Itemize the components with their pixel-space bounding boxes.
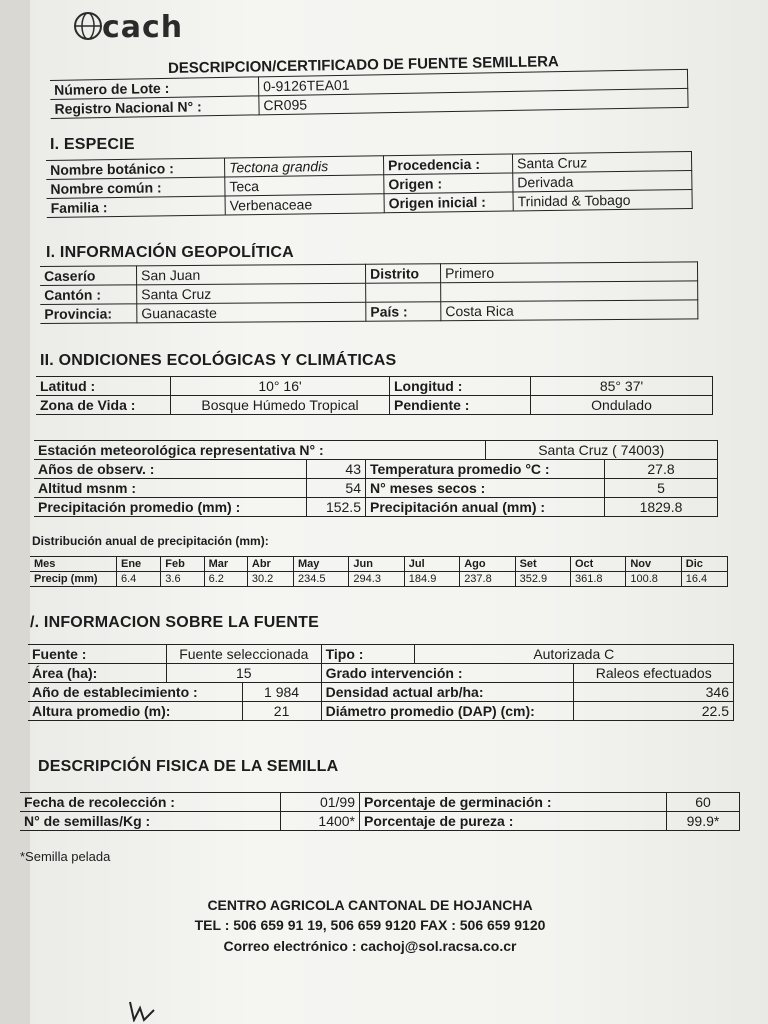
month-cell: May — [294, 557, 349, 572]
comun-label: Nombre común : — [46, 177, 225, 198]
precip-cell: 237.8 — [460, 572, 515, 587]
provincia-label: Provincia: — [40, 304, 137, 324]
temp-label: Temperatura promedio °C : — [366, 460, 605, 479]
footer-tel: TEL : 506 659 91 19, 506 659 9120 FAX : 506 659 9120 — [194, 917, 546, 933]
especie-table — [46, 151, 693, 218]
precip-row — [30, 572, 728, 587]
fecha-value: 01/99 — [281, 793, 360, 812]
month-cell: Nov — [626, 557, 681, 572]
latitud-label: Latitud : — [36, 377, 171, 396]
anos-value: 43 — [307, 460, 366, 479]
meses-value: 5 — [605, 479, 718, 498]
lote-value: 0-9126TEA01 — [258, 69, 687, 95]
fuente-table — [28, 644, 734, 721]
zona-label: Zona de Vida : — [36, 396, 171, 415]
precip-cell: 100.8 — [626, 572, 681, 587]
dist-heading: Distribución anual de precipitación (mm): — [32, 534, 269, 548]
origen-inicial-label: Origen inicial : — [384, 192, 513, 213]
months-label: Mes — [30, 557, 117, 572]
document-title: DESCRIPCION/CERTIFICADO DE FUENTE SEMILLERA — [167, 53, 559, 77]
geo-heading: I. INFORMACIÓN GEOPOLÍTICA — [46, 244, 294, 261]
procedencia-label: Procedencia : — [383, 154, 512, 175]
caserio-label: Caserío — [40, 266, 137, 286]
fuente-label: Fuente : — [28, 645, 167, 664]
origen-label: Origen : — [384, 173, 513, 194]
distrito-value: Primero — [440, 262, 697, 283]
origen-inicial-value: Trinidad & Tobago — [513, 189, 692, 210]
estacion-label: Estación meteorológica representativa N° : — [34, 441, 485, 460]
lote-label: Número de Lote : — [50, 77, 259, 100]
logo-text: cach — [102, 10, 184, 45]
cach-logo — [70, 8, 210, 48]
meses-label: N° meses secos : — [366, 479, 605, 498]
fecha-label: Fecha de recolección : — [20, 793, 281, 812]
month-cell: Dic — [681, 557, 727, 572]
longitud-value: 85° 37' — [531, 377, 713, 396]
longitud-label: Longitud : — [390, 377, 531, 396]
familia-label: Familia : — [47, 196, 226, 217]
pendiente-label: Pendiente : — [390, 396, 531, 415]
month-cell: Jul — [404, 557, 459, 572]
precip-value: 152.5 — [307, 498, 366, 517]
empty-cell — [441, 281, 698, 302]
geo-table — [40, 261, 698, 324]
precip-cell: 294.3 — [349, 572, 404, 587]
semilla-heading: DESCRIPCIÓN FISICA DE LA SEMILLA — [38, 758, 339, 775]
familia-value: Verbenaceae — [225, 194, 384, 215]
diametro-value: 22.5 — [574, 702, 734, 721]
month-cell: Mar — [204, 557, 247, 572]
footer-org: CENTRO AGRICOLA CANTONAL DE HOJANCHA — [207, 897, 533, 913]
canton-label: Cantón : — [40, 285, 137, 305]
especie-heading: I. ESPECIE — [50, 136, 135, 153]
footer-email: Correo electrónico : cachoj@sol.racsa.co.cr — [223, 938, 517, 954]
month-cell: Abr — [247, 557, 293, 572]
month-cell: Set — [515, 557, 570, 572]
provincia-value: Guanacaste — [137, 302, 366, 323]
origen-value: Derivada — [513, 170, 692, 191]
month-cell: Oct — [570, 557, 625, 572]
precip-cell: 234.5 — [294, 572, 349, 587]
precip-cell: 6.4 — [117, 572, 161, 587]
pais-label: País : — [366, 302, 441, 322]
eco-heading: II. ONDICIONES ECOLÓGICAS Y CLIMÁTICAS — [40, 352, 397, 369]
area-value: 15 — [167, 664, 322, 683]
ubicacion-table — [36, 376, 713, 415]
pais-value: Costa Rica — [441, 300, 698, 321]
months-row — [30, 557, 728, 572]
tipo-value: Autorizada C — [414, 645, 733, 664]
diametro-label: Diámetro promedio (DAP) (cm): — [321, 702, 574, 721]
anual-label: Precipitación anual (mm) : — [366, 498, 605, 517]
precip-cell: 361.8 — [570, 572, 625, 587]
registro-label: Registro Nacional N° : — [50, 96, 259, 119]
precip-cell: 3.6 — [161, 572, 204, 587]
month-cell: Feb — [161, 557, 204, 572]
anual-value: 1829.8 — [605, 498, 718, 517]
temp-value: 27.8 — [605, 460, 718, 479]
semilla-note: *Semilla pelada — [20, 849, 111, 864]
densidad-value: 346 — [574, 683, 734, 702]
fuente-heading: /. INFORMACION SOBRE LA FUENTE — [30, 614, 319, 631]
precip-cell: 6.2 — [204, 572, 247, 587]
germ-value: 60 — [667, 793, 740, 812]
clima-table — [34, 440, 718, 517]
comun-value: Teca — [225, 175, 384, 196]
altitud-value: 54 — [307, 479, 366, 498]
botanico-value: Tectona grandis — [224, 156, 383, 177]
latitud-value: 10° 16' — [171, 377, 390, 396]
pen-mark-icon — [128, 1000, 158, 1022]
pureza-value: 99.9* — [667, 812, 740, 831]
pendiente-value: Ondulado — [531, 396, 713, 415]
altitud-label: Altitud msnm : — [34, 479, 307, 498]
num-value: 1400* — [281, 812, 360, 831]
semilla-table — [20, 792, 740, 831]
zona-value: Bosque Húmedo Tropical — [171, 396, 390, 415]
month-cell: Ago — [460, 557, 515, 572]
ano-label: Año de establecimiento : — [28, 683, 242, 702]
precip-cell: 184.9 — [404, 572, 459, 587]
ano-value: 1 984 — [242, 683, 321, 702]
estacion-value: Santa Cruz ( 74003) — [485, 441, 718, 460]
month-cell: Ene — [117, 557, 161, 572]
fuente-value: Fuente seleccionada — [167, 645, 322, 664]
caserio-value: San Juan — [137, 264, 366, 285]
densidad-label: Densidad actual arb/ha: — [321, 683, 574, 702]
tipo-label: Tipo : — [321, 645, 414, 664]
area-label: Área (ha): — [28, 664, 167, 683]
grado-value: Raleos efectuados — [574, 664, 734, 683]
anos-label: Años de observ. : — [34, 460, 307, 479]
precip-cell: 30.2 — [247, 572, 293, 587]
altura-value: 21 — [242, 702, 321, 721]
botanico-label: Nombre botánico : — [46, 158, 225, 179]
grado-label: Grado intervención : — [321, 664, 574, 683]
procedencia-value: Santa Cruz — [512, 151, 691, 172]
num-label: N° de semillas/Kg : — [20, 812, 281, 831]
registro-value: CR095 — [259, 88, 688, 114]
pureza-label: Porcentaje de pureza : — [360, 812, 667, 831]
precip-row-label: Precip (mm) — [30, 572, 117, 587]
precip-table — [30, 556, 728, 587]
germ-label: Porcentaje de germinación : — [360, 793, 667, 812]
precip-label: Precipitación promedio (mm) : — [34, 498, 307, 517]
altura-label: Altura promedio (m): — [28, 702, 242, 721]
canton-value: Santa Cruz — [137, 283, 366, 304]
precip-cell: 352.9 — [515, 572, 570, 587]
globe-logo-icon — [70, 8, 106, 44]
month-cell: Jun — [349, 557, 404, 572]
empty-cell — [366, 283, 441, 303]
precip-cell: 16.4 — [681, 572, 727, 587]
distrito-label: Distrito — [365, 264, 440, 284]
